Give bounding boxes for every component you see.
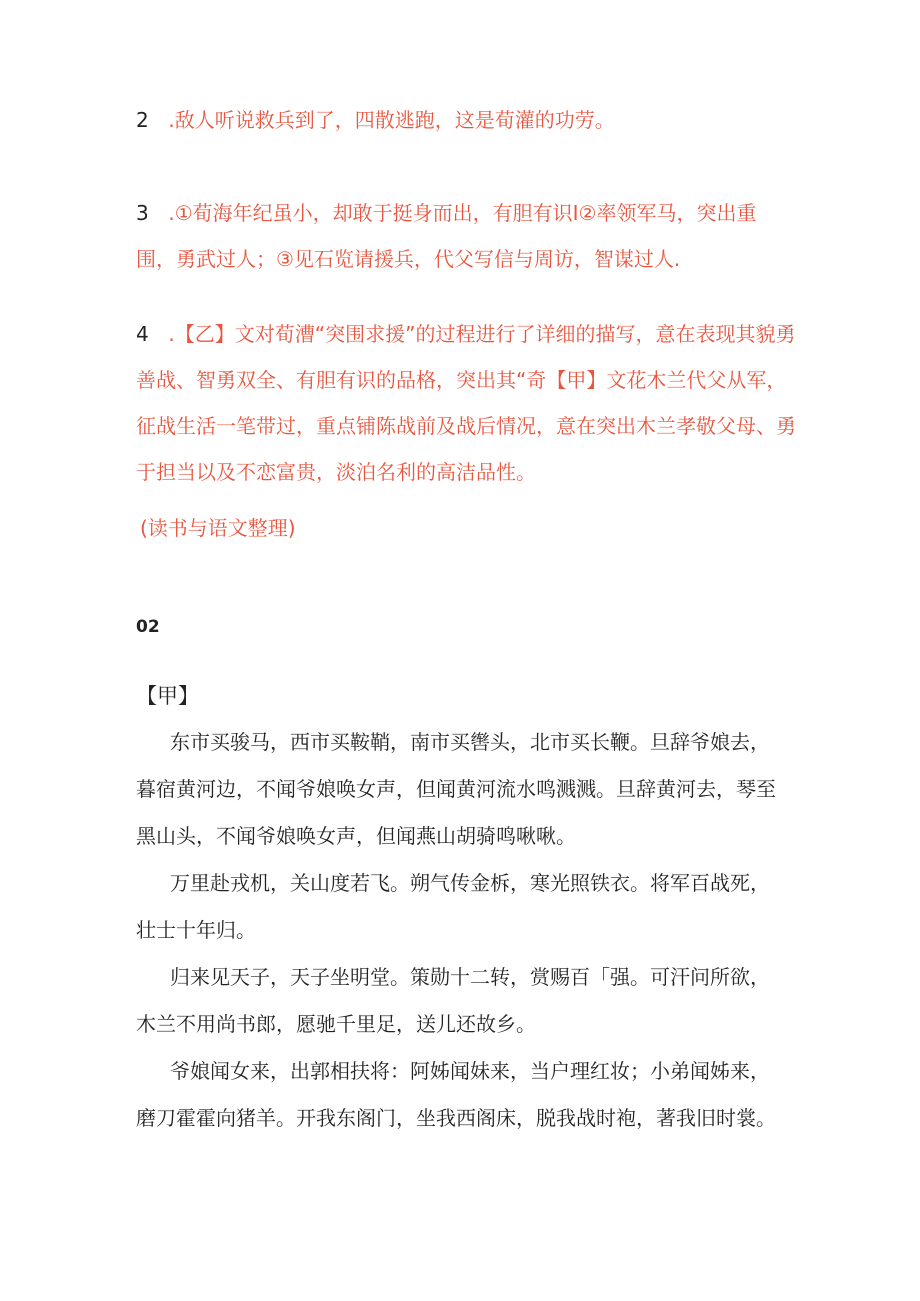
answer-separator: . — [162, 201, 175, 225]
source-note: (读书与语文整理) — [140, 516, 296, 540]
poem-paragraph: 万里赴戎机，关山度若飞。朔气传金柝，寒光照铁衣。将军百战死，壮士十年归。 — [136, 871, 770, 942]
answer-number: 4 — [136, 322, 149, 346]
poem-paragraph: 东市买骏马，西市买鞍鞘，南市买辔头，北市买长鞭。旦辞爷娘去，暮宿黄河边，不闻爷娘唤女声，但闻黄河流水鸣溅溅。旦辞黄河去，琴至黑山头，不闻爷娘唤女声，但闻燕山胡骑鸣啾啾。 — [136, 730, 776, 848]
section-number: 02 — [136, 617, 160, 637]
answer-separator: . — [162, 322, 175, 346]
poem-paragraph: 爷娘闻女来，出郭相扶将：阿姊闻妹来，当户理红妆；小弟闻姊来，磨刀霍霍向猪羊。开我东阁门，坐我西阁床，脱我战时袍，著我旧时裳。 — [136, 1059, 776, 1130]
answer-number: 3 — [136, 201, 149, 225]
answer-text: 【乙】文对荀漕“突围求援”的过程进行了详细的描写，意在表现其貌勇善战、智勇双全、有胆有识的品格，突出其“奇【甲】文花木兰代父从军，征战生活一笔带过，重点铺陈战前及战后情况，意在突出木兰孝敬父母、勇于担当以及不恋富贵，淡泊名利的高洁品性。 — [136, 322, 796, 484]
answer-separator: . — [162, 108, 175, 132]
answer-text: 敌人听说救兵到了，四散逃跑，这是荀灌的功劳。 — [174, 108, 615, 132]
answer-number: 2 — [136, 108, 149, 132]
poem-paragraph: 归来见天子，天子坐明堂。策勋十二转，赏赐百「强。可汗问所欲，木兰不用尚书郎，愿驰千里足，送儿还故乡。 — [136, 965, 770, 1036]
answer-3 — [136, 190, 796, 282]
answer-4 — [136, 311, 796, 495]
answer-text: ①荀海年纪虽小，却敢于挺身而出，有胆有识I②率领军马，突出重围，勇武过人；③见石览请援兵，代父写信与周访，智谋过人. — [136, 201, 757, 271]
passage-label-jia: 【甲】 — [136, 684, 199, 708]
answer-2 — [136, 97, 796, 143]
